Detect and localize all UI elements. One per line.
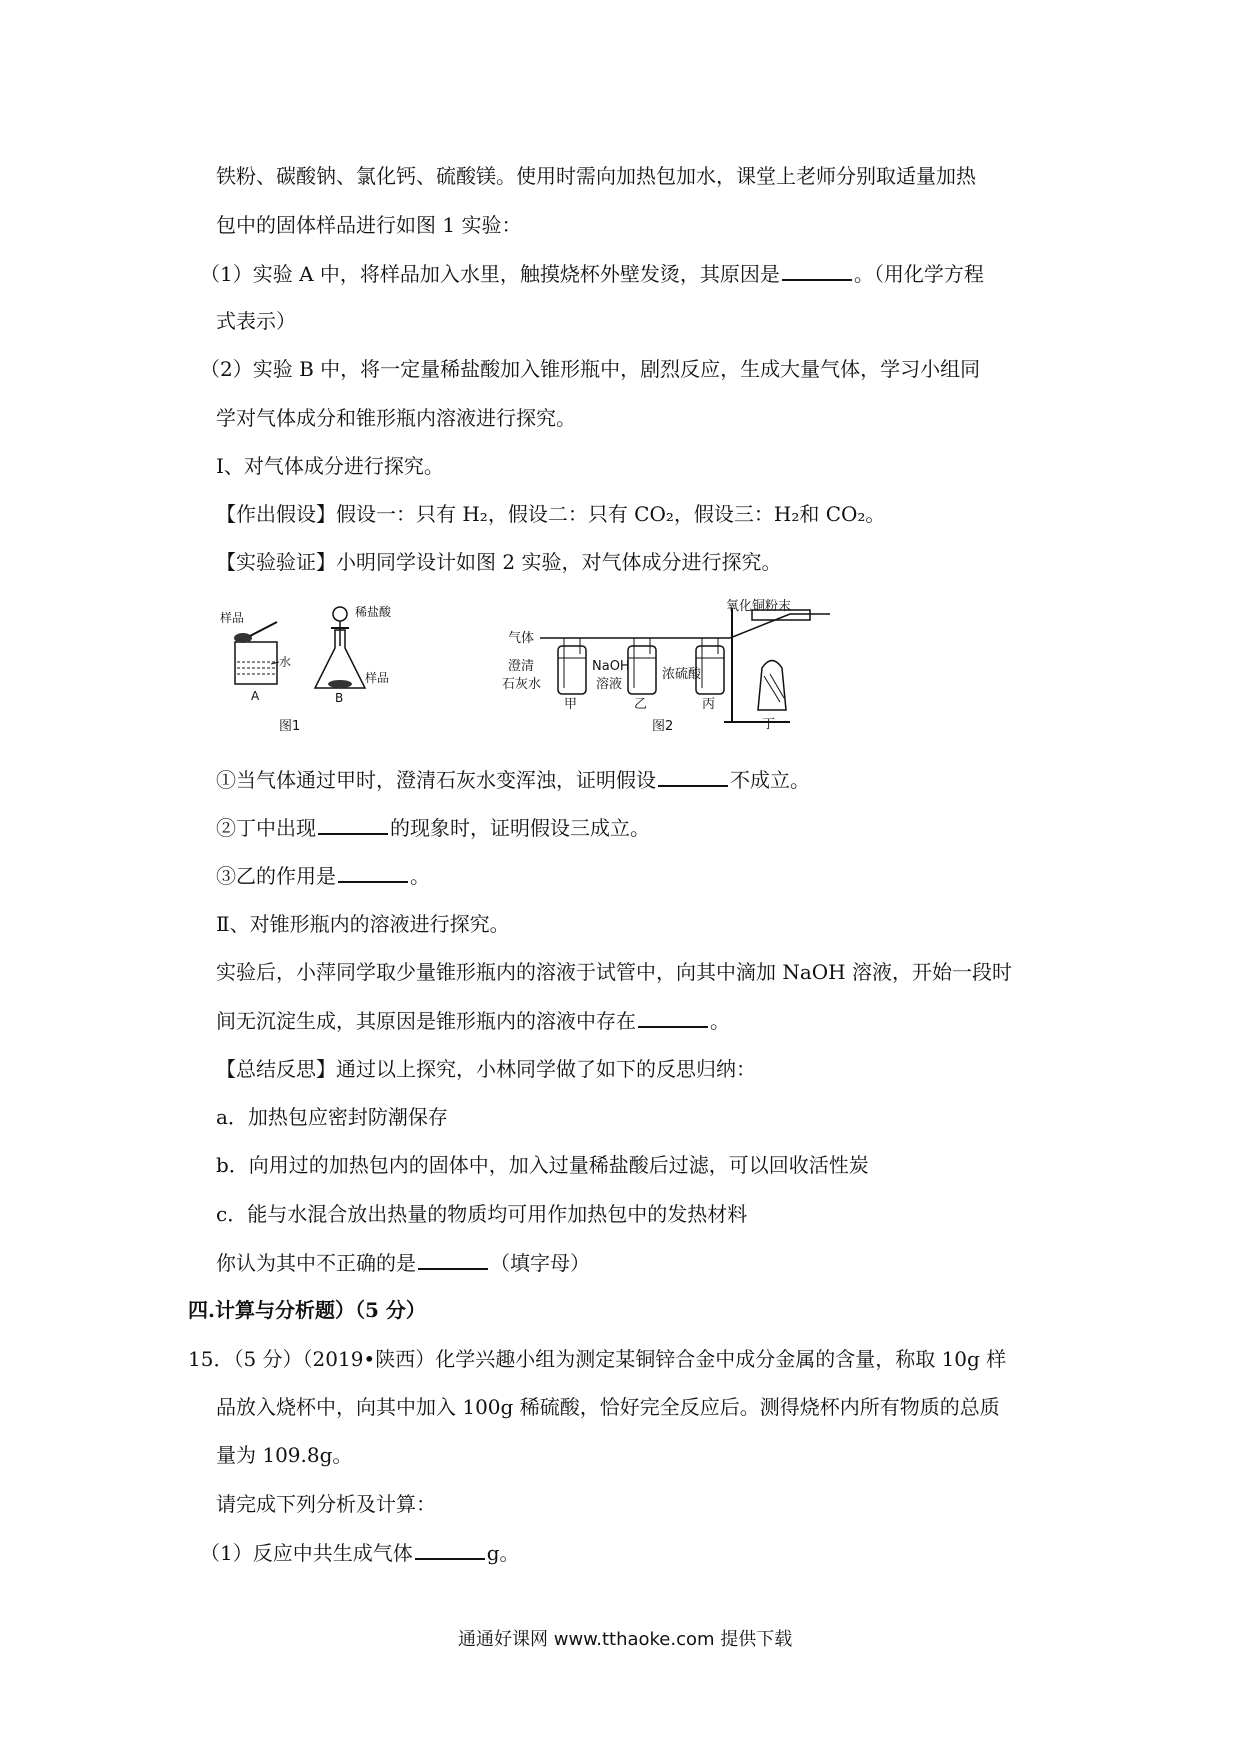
text-line: Ⅱ、对锥形瓶内的溶液进行探究。: [216, 912, 510, 936]
alcohol-lamp-icon: [758, 661, 786, 711]
section-heading: 四.计算与分析题）（5 分）: [188, 1298, 426, 1322]
label-ding: 丁: [762, 717, 776, 732]
text-segment: ③乙的作用是: [216, 864, 336, 888]
text-segment: ②丁中出现: [216, 816, 316, 840]
question-2: （2）实验 B 中，将一定量稀盐酸加入锥形瓶中，剧烈反应，生成大量气体，学习小组同: [200, 357, 981, 381]
funnel-icon: [333, 607, 347, 621]
label-water: 水: [279, 655, 292, 669]
text-line: 实验后，小萍同学取少量锥形瓶内的溶液于试管中，向其中滴加 NaOH 溶液，开始一段时: [216, 960, 1012, 984]
beaker-icon: [235, 642, 277, 684]
label-conc-sulfuric: 浓硫酸: [662, 667, 702, 682]
spoon-icon: [234, 633, 252, 643]
text-line: 量为 109.8g。: [216, 1443, 353, 1467]
label-naoh: NaOH: [592, 659, 630, 674]
text-segment: 的现象时，证明假设三成立。: [390, 816, 650, 840]
figure-1-diagram: [215, 600, 435, 740]
label-limewater: 澄清: [508, 659, 535, 674]
figure-caption: 图2: [652, 719, 674, 734]
text-line: 包中的固体样品进行如图 1 实验：: [216, 213, 522, 237]
label-gas: 气体: [508, 631, 535, 646]
text-line: [216, 1248, 590, 1277]
text-line: 铁粉、碳酸钠、氯化钙、硫酸镁。使用时需向加热包加水，课堂上老师分别取适量加热: [216, 164, 976, 188]
text-line: 【实验验证】小明同学设计如图 2 实验，对气体成分进行探究。: [216, 550, 782, 574]
text-segment: 。: [410, 864, 430, 888]
text-segment: 你认为其中不正确的是: [216, 1251, 416, 1275]
text-line: 式表示）: [216, 309, 296, 333]
text-segment: 。（用化学方程: [853, 262, 984, 286]
label-cuo: 氧化铜粉末: [726, 599, 792, 614]
label-jia: 甲: [564, 697, 578, 712]
label-sample: 样品: [365, 671, 390, 685]
text-line: 【总结反思】通过以上探究，小林同学做了如下的反思归纳：: [216, 1057, 756, 1081]
footer-text: 通通好课网 www.tthaoke.com 提供下载: [458, 1629, 793, 1650]
question-15: 15．（5 分）（2019•陕西）化学兴趣小组为测定某铜锌合金中成分金属的含量，称取 10g 样: [188, 1347, 1007, 1371]
sub-question-1: [216, 765, 810, 794]
reflection-c: c．能与水混合放出热量的物质均可用作加热包中的发热材料: [216, 1202, 748, 1226]
text-line: Ⅰ、对气体成分进行探究。: [216, 454, 444, 478]
answer-blank[interactable]: [338, 861, 408, 883]
answer-blank[interactable]: [638, 1006, 708, 1028]
label-limewater: 石灰水: [502, 677, 542, 692]
answer-blank[interactable]: [318, 813, 388, 835]
label-bing: 丙: [702, 697, 716, 712]
answer-blank[interactable]: [782, 259, 852, 281]
figure-caption: 图1: [279, 719, 301, 734]
gas-washing-bottle-icon: [558, 646, 586, 694]
text-segment: （填字母）: [490, 1251, 590, 1275]
text-line: [216, 1006, 730, 1035]
text-line: 学对气体成分和锥形瓶内溶液进行探究。: [216, 406, 576, 430]
sub-question-3: [216, 861, 430, 890]
answer-blank[interactable]: [658, 765, 728, 787]
answer-blank[interactable]: [415, 1538, 485, 1560]
text-segment: 不成立。: [730, 768, 810, 792]
text-line: 【作出假设】假设一：只有 H₂，假设二：只有 CO₂，假设三：H₂和 CO₂。: [216, 502, 886, 526]
label-sample: 样品: [220, 611, 245, 625]
figure-2-diagram: [500, 598, 880, 740]
reflection-b: b．向用过的加热包内的固体中，加入过量稀盐酸后过滤，可以回收活性炭: [216, 1153, 869, 1177]
text-line: 请完成下列分析及计算：: [216, 1492, 436, 1516]
question-1: [200, 259, 984, 288]
sub-question: [200, 1538, 520, 1567]
text-segment: g。: [486, 1541, 520, 1565]
label-B: B: [335, 691, 344, 705]
text-segment: （1）反应中共生成气体: [200, 1541, 413, 1565]
reflection-a: a．加热包应密封防潮保存: [216, 1105, 448, 1129]
text-segment: ①当气体通过甲时，澄清石灰水变浑浊，证明假设: [216, 768, 656, 792]
text-segment: 。: [710, 1009, 730, 1033]
label-acid: 稀盐酸: [355, 605, 392, 619]
label-yi: 乙: [634, 697, 648, 712]
text-line: 品放入烧杯中，向其中加入 100g 稀硫酸，恰好完全反应后。测得烧杯内所有物质的总质: [216, 1395, 1000, 1419]
label-A: A: [251, 689, 260, 703]
text-segment: （1）实验 A 中，将样品加入水里，触摸烧杯外壁发烫，其原因是: [200, 262, 780, 286]
label-naoh: 溶液: [596, 677, 623, 692]
text-segment: 间无沉淀生成，其原因是锥形瓶内的溶液中存在: [216, 1009, 636, 1033]
answer-blank[interactable]: [418, 1248, 488, 1270]
gas-washing-bottle-icon: [628, 646, 656, 694]
sub-question-2: [216, 813, 650, 842]
